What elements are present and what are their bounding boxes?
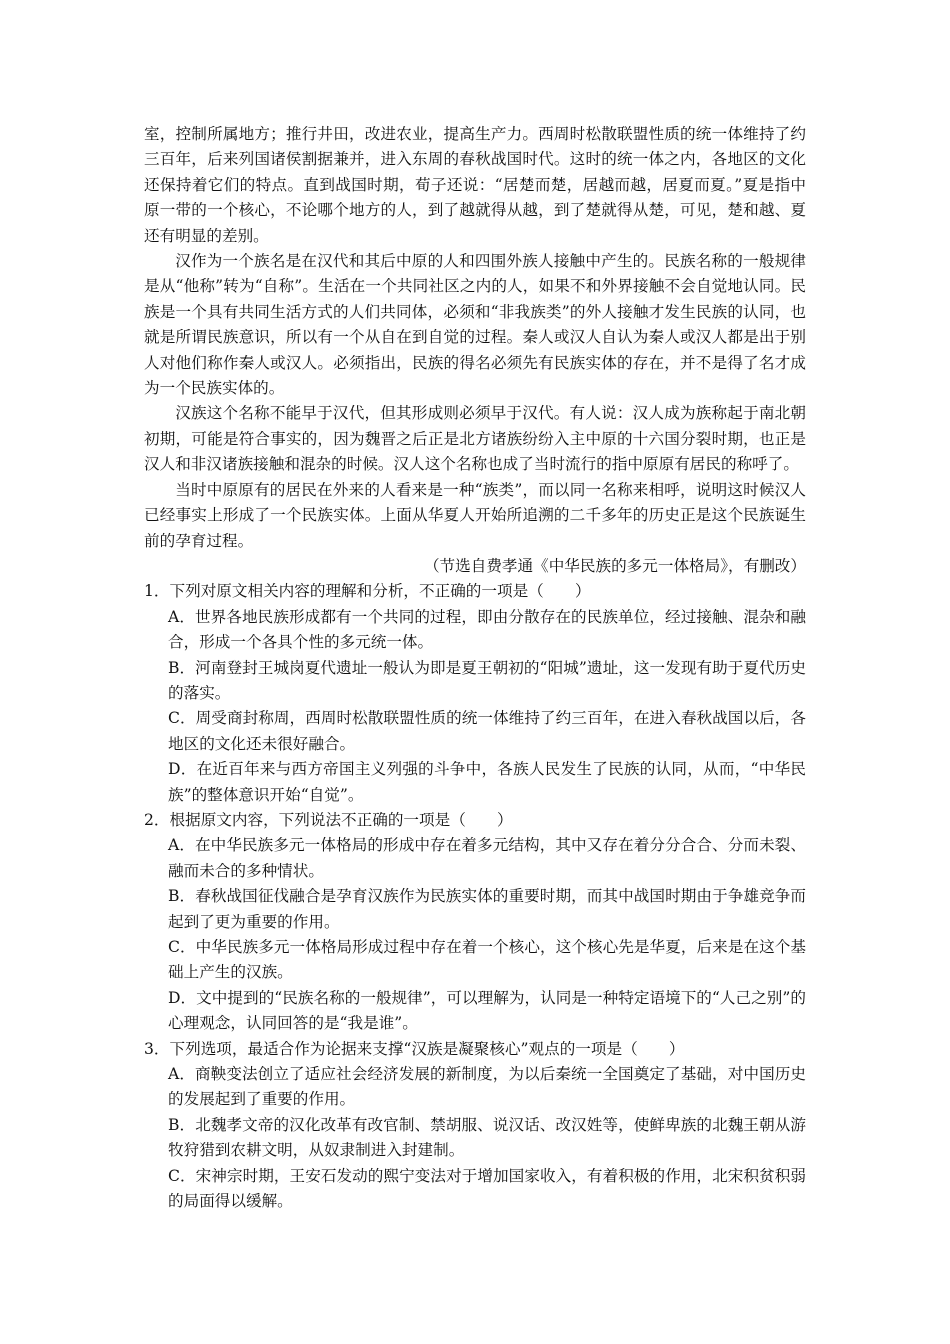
question-stem: 1．下列对原文相关内容的理解和分析，不正确的一项是（ ） <box>144 582 591 601</box>
question-2 <box>144 808 806 1037</box>
answer-option-d[interactable]: D．在近百年来与西方帝国主义列强的斗争中，各族人民发生了民族的认同，从而，“中华民族”的整体意识开始“自觉”。 <box>168 760 806 804</box>
passage-paragraph: 汉作为一个族名是在汉代和其后中原的人和四围外族人接触中产生的。民族名称的一般规律是从“他称”转为“自称”。生活在一个共同社区之内的人，如果不和外界接触不会自觉地认同。民族是一个具有共同生活方式的人们共同体，必须和“非我族类”的外人接触才发生民族的认同，也就是所谓民族意识，所以有一个从自在到自觉的过程。秦人或汉人自认为秦人或汉人都是出于别人对他们称作秦人或汉人。必须指出，民族的得名必须先有民族实体的存在，并不是得了名才成为一个民族实体的。 <box>144 252 806 398</box>
answer-option-b[interactable]: B．北魏孝文帝的汉化改革有改官制、禁胡服、说汉话、改汉姓等，使鲜卑族的北魏王朝从游牧狩猎到农耕文明，从奴隶制进入封建制。 <box>168 1115 806 1160</box>
question-stem: 3．下列选项，最适合作为论据来支撑“汉族是凝聚核心”观点的一项是（ ） <box>144 1039 685 1058</box>
answer-option-a[interactable]: A．在中华民族多元一体格局的形成中存在着多元结构，其中又存在着分分合合、分而未裂、融而未合的多种情状。 <box>168 836 806 880</box>
question-1 <box>144 579 806 808</box>
passage-paragraph: 汉族这个名称不能早于汉代，但其形成则必须早于汉代。有人说：汉人成为族称起于南北朝初期，可能是符合事实的，因为魏晋之后正是北方诸族纷纷入主中原的十六国分裂时期，也正是汉人和非汉诸族接触和混杂的时候。汉人这个名称也成了当时流行的指中原原有居民的称呼了。 <box>144 404 806 474</box>
question-stem: 2．根据原文内容，下列说法不正确的一项是（ ） <box>144 810 513 829</box>
passage-paragraph: 当时中原原有的居民在外来的人看来是一种“族类”，而以同一名称来相呼，说明这时候汉人已经事实上形成了一个民族实体。上面从华夏人开始所追溯的二千多年的历史正是这个民族诞生前的孕育过程。 <box>144 480 806 550</box>
document-page <box>144 122 806 1214</box>
passage-paragraph: 室，控制所属地方；推行井田，改进农业，提高生产力。西周时松散联盟性质的统一体维持了约三百年，后来列国诸侯割据兼并，进入东周的春秋战国时代。这时的统一体之内，各地区的文化还保持着它们的特点。直到战国时期，荀子还说：“居楚而楚，居越而越，居夏而夏。”夏是指中原一带的一个核心，不论哪个地方的人，到了越就得从越，到了楚就得从楚，可见，楚和越、夏还有明显的差别。 <box>144 125 806 245</box>
answer-option-c[interactable]: C．中华民族多元一体格局形成过程中存在着一个核心，这个核心先是华夏，后来是在这个基础上产生的汉族。 <box>168 938 806 982</box>
answer-option-c[interactable]: C．宋神宗时期，王安石发动的熙宁变法对于增加国家收入，有着积极的作用，北宋积贫积弱的局面得以缓解。 <box>168 1166 806 1211</box>
answer-option-b[interactable]: B．春秋战国征伐融合是孕育汉族作为民族实体的重要时期，而其中战国时期由于争雄竞争而起到了更为重要的作用。 <box>168 887 806 931</box>
answer-option-c[interactable]: C．周受商封称周，西周时松散联盟性质的统一体维持了约三百年，在进入春秋战国以后，各地区的文化还未很好融合。 <box>168 709 806 753</box>
answer-option-b[interactable]: B．河南登封王城岗夏代遗址一般认为即是夏王朝初的“阳城”遗址，这一发现有助于夏代历史的落实。 <box>168 658 806 702</box>
answer-option-d[interactable]: D．文中提到的“民族名称的一般规律”，可以理解为，认同是一种特定语境下的“人己之别”的心理观念，认同回答的是“我是谁”。 <box>168 988 806 1033</box>
passage <box>144 122 806 579</box>
answer-option-a[interactable]: A．商鞅变法创立了适应社会经济发展的新制度，为以后秦统一全国奠定了基础，对中国历史的发展起到了重要的作用。 <box>168 1065 806 1109</box>
passage-source: （节选自费孝通《中华民族的多元一体格局》，有删改） <box>423 556 806 575</box>
answer-option-a[interactable]: A．世界各地民族形成都有一个共同的过程，即由分散存在的民族单位，经过接触、混杂和融合，形成一个各具个性的多元统一体。 <box>168 607 806 652</box>
question-3 <box>144 1037 806 1215</box>
